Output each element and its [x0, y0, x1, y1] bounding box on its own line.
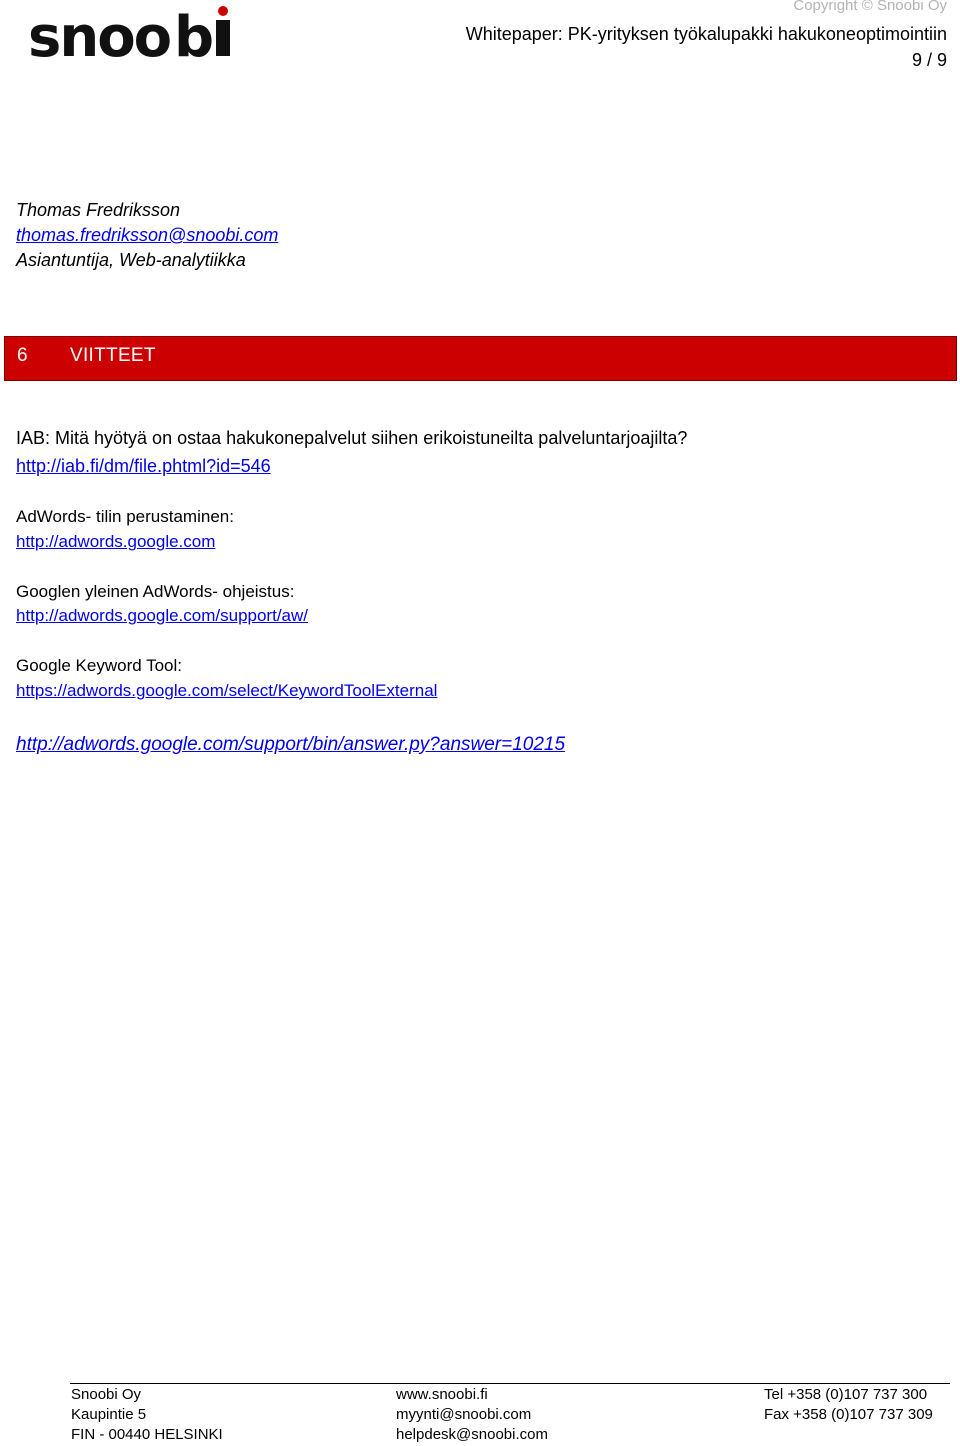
- footer-phone: Tel +358 (0)107 737 300: [764, 1386, 928, 1403]
- section-heading-bar: [4, 336, 957, 381]
- snoobi-logo: [28, 6, 244, 64]
- document-title: Whitepaper: PK-yrityksen työkalupakki hakukoneoptimointiin: [465, 24, 947, 44]
- page-number: 9 / 9: [911, 50, 947, 70]
- copyright-notice: Copyright © Snoobi Oy: [793, 0, 947, 14]
- reference-link[interactable]: http://adwords.google.com/support/aw/: [16, 606, 308, 625]
- reference-link[interactable]: http://adwords.google.com: [16, 532, 216, 551]
- author-email-link[interactable]: thomas.fredriksson@snoobi.com: [16, 225, 279, 245]
- footer-sales-email-link[interactable]: myynti@snoobi.com: [396, 1406, 532, 1423]
- footer-street: Kaupintie 5: [71, 1406, 147, 1423]
- svg-text:b: b: [174, 6, 213, 64]
- reference-title: Google Keyword Tool:: [16, 656, 183, 675]
- author-role: Asiantuntija, Web-analytiikka: [16, 250, 246, 270]
- section-number: 6: [17, 345, 28, 366]
- author-name: Thomas Fredriksson: [16, 200, 181, 220]
- reference-link[interactable]: http://iab.fi/dm/file.phtml?id=546: [16, 456, 271, 476]
- footer-help-email-link[interactable]: helpdesk@snoobi.com: [396, 1426, 548, 1443]
- footer-fax: Fax +358 (0)107 737 309: [764, 1406, 933, 1423]
- footer-divider: [70, 1383, 950, 1384]
- footer-city: FIN - 00440 HELSINKI: [71, 1426, 223, 1443]
- reference-title: IAB: Mitä hyötyä on ostaa hakukonepalvelut siihen erikoistuneilta palveluntarjoajilta?: [16, 428, 688, 448]
- svg-text:snoo: snoo: [28, 6, 171, 64]
- reference-title: AdWords- tilin perustaminen:: [16, 507, 234, 526]
- reference-link[interactable]: http://adwords.google.com/support/bin/answer.py?answer=10215: [16, 734, 566, 755]
- footer-company: Snoobi Oy: [71, 1386, 142, 1403]
- reference-title: Googlen yleinen AdWords- ohjeistus:: [16, 582, 295, 601]
- section-title: VIITTEET: [70, 345, 156, 366]
- footer-website-link[interactable]: www.snoobi.fi: [396, 1386, 488, 1403]
- reference-link[interactable]: https://adwords.google.com/select/KeywordToolExternal: [16, 681, 438, 700]
